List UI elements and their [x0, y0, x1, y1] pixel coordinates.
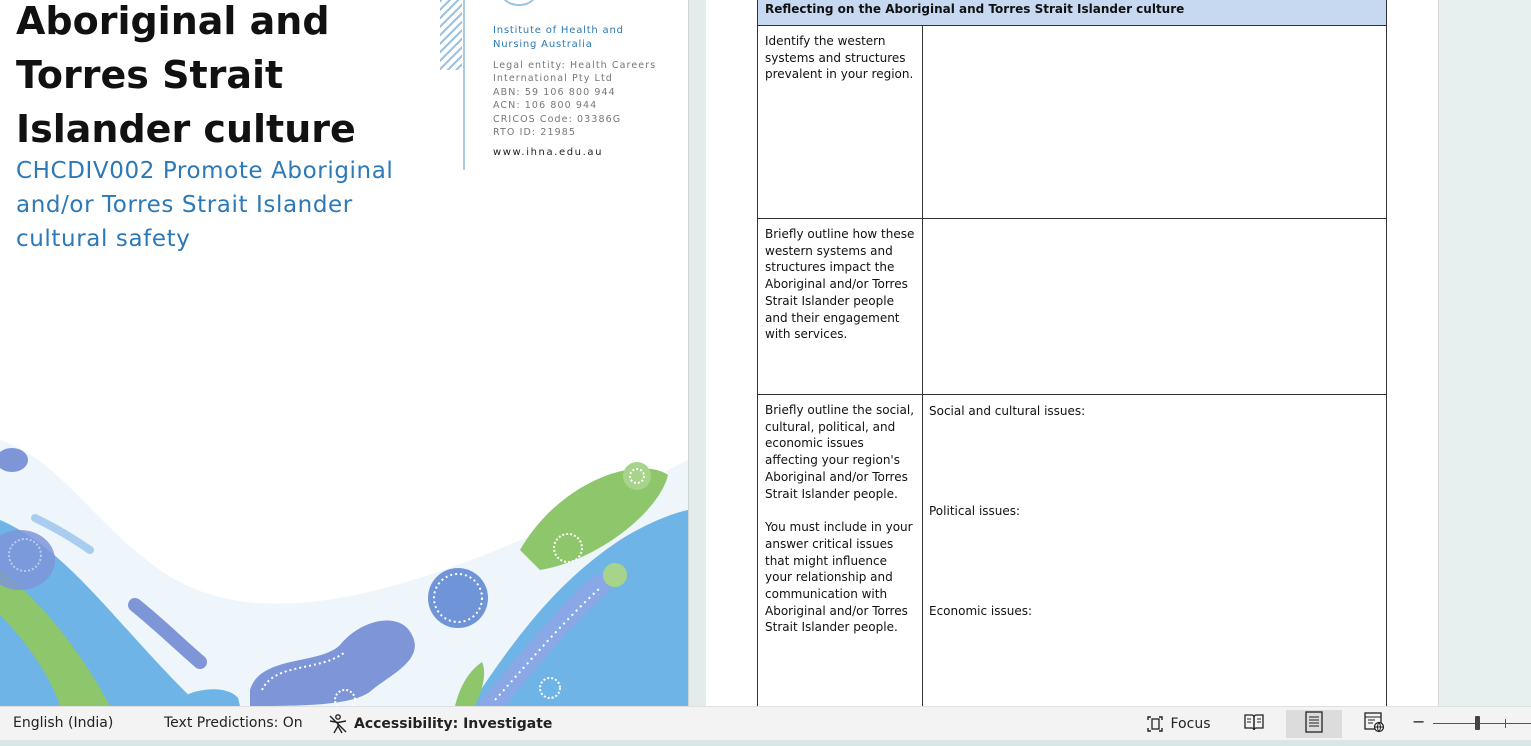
question-cell[interactable]: [758, 219, 923, 395]
document-page[interactable]: [706, 0, 1438, 706]
status-bar: [0, 706, 1531, 741]
cover-subtitle-line: cultural safety: [16, 226, 191, 252]
answer-cell[interactable]: [923, 26, 1387, 219]
cover-subtitle: [16, 154, 436, 256]
cover-page: [0, 0, 688, 706]
org-meta-line: ABN: 59 106 800 944: [493, 86, 616, 98]
window-bottom-edge: [0, 740, 1531, 746]
web-layout-button[interactable]: [1356, 710, 1392, 738]
answer-cell[interactable]: [923, 395, 1387, 707]
focus-icon: [1144, 713, 1166, 735]
org-legal-details: [493, 59, 683, 139]
org-name-line: Nursing Australia: [493, 39, 593, 50]
divider-line: [463, 0, 465, 170]
page-gap: [688, 0, 707, 706]
read-mode-button[interactable]: [1236, 710, 1272, 738]
reflection-table: [757, 0, 1387, 706]
political-issues-label: Political issues:: [929, 504, 1021, 518]
cover-subtitle-line: and/or Torres Strait Islander: [16, 192, 353, 218]
org-meta-line: CRICOS Code: 03386G: [493, 113, 622, 125]
cover-title-line: Torres Strait: [16, 53, 284, 97]
zoom-slider-track[interactable]: [1433, 723, 1531, 724]
accessibility-icon: [327, 713, 349, 735]
cover-title: [16, 0, 436, 156]
read-mode-icon: [1243, 712, 1265, 736]
economic-issues-label: Economic issues:: [929, 604, 1033, 618]
cover-title-line: Islander culture: [16, 107, 356, 151]
question-text: Briefly outline how these western systems and structures impact the Aboriginal and/or Torres Strait Islander people and their engagement with services.: [765, 227, 915, 342]
social-cultural-issues-label: Social and cultural issues:: [929, 404, 1086, 418]
cover-subtitle-line: CHCDIV002 Promote Aboriginal: [16, 158, 394, 184]
print-layout-button[interactable]: [1286, 710, 1342, 738]
answer-cell[interactable]: [923, 219, 1387, 395]
zoom-slider-thumb[interactable]: [1475, 716, 1480, 730]
cover-title-line: Aboriginal and: [16, 0, 330, 43]
question-text: Identify the western systems and structures prevalent in your region.: [765, 34, 914, 82]
focus-label: Focus: [1170, 716, 1211, 732]
zoom-out-button[interactable]: −: [1412, 712, 1426, 731]
org-name: [493, 24, 683, 52]
accessibility-status[interactable]: [327, 713, 552, 735]
question-cell[interactable]: [758, 395, 923, 707]
organisation-info: [493, 24, 683, 158]
decorative-hatch: [440, 0, 462, 70]
language-status[interactable]: English (India): [13, 715, 114, 731]
org-meta-line: RTO ID: 21985: [493, 127, 577, 139]
text-predictions-status[interactable]: Text Predictions: On: [164, 715, 303, 731]
right-gutter: [1438, 0, 1531, 706]
org-meta-line: International Pty Ltd: [493, 73, 613, 85]
org-website: www.ihna.edu.au: [493, 147, 604, 159]
table-row: [758, 219, 1387, 395]
question-cell[interactable]: [758, 26, 923, 219]
org-meta-line: ACN: 106 800 944: [493, 100, 598, 112]
cover-artwork: [0, 400, 688, 706]
print-layout-icon: [1304, 711, 1324, 737]
zoom-slider-tick: [1505, 719, 1506, 728]
table-row: [758, 395, 1387, 707]
question-text: Briefly outline the social, cultural, political, and economic issues affecting your region's Aboriginal and/or Torres Strait Islander people.: [765, 403, 915, 501]
logo-icon: [498, 0, 540, 6]
question-text: You must include in your answer critical issues that might influence your relationship and communication with Aboriginal and/or Torres Strait Islander people.: [765, 520, 913, 635]
org-meta-line: Legal entity: Health Careers: [493, 60, 657, 71]
accessibility-label: Accessibility: Investigate: [354, 716, 553, 732]
org-name-line: Institute of Health and: [493, 25, 624, 36]
table-header[interactable]: Reflecting on the Aboriginal and Torres Strait Islander culture: [758, 0, 1387, 26]
web-layout-icon: [1363, 711, 1385, 737]
focus-button[interactable]: [1140, 710, 1214, 738]
table-row: [758, 26, 1387, 219]
